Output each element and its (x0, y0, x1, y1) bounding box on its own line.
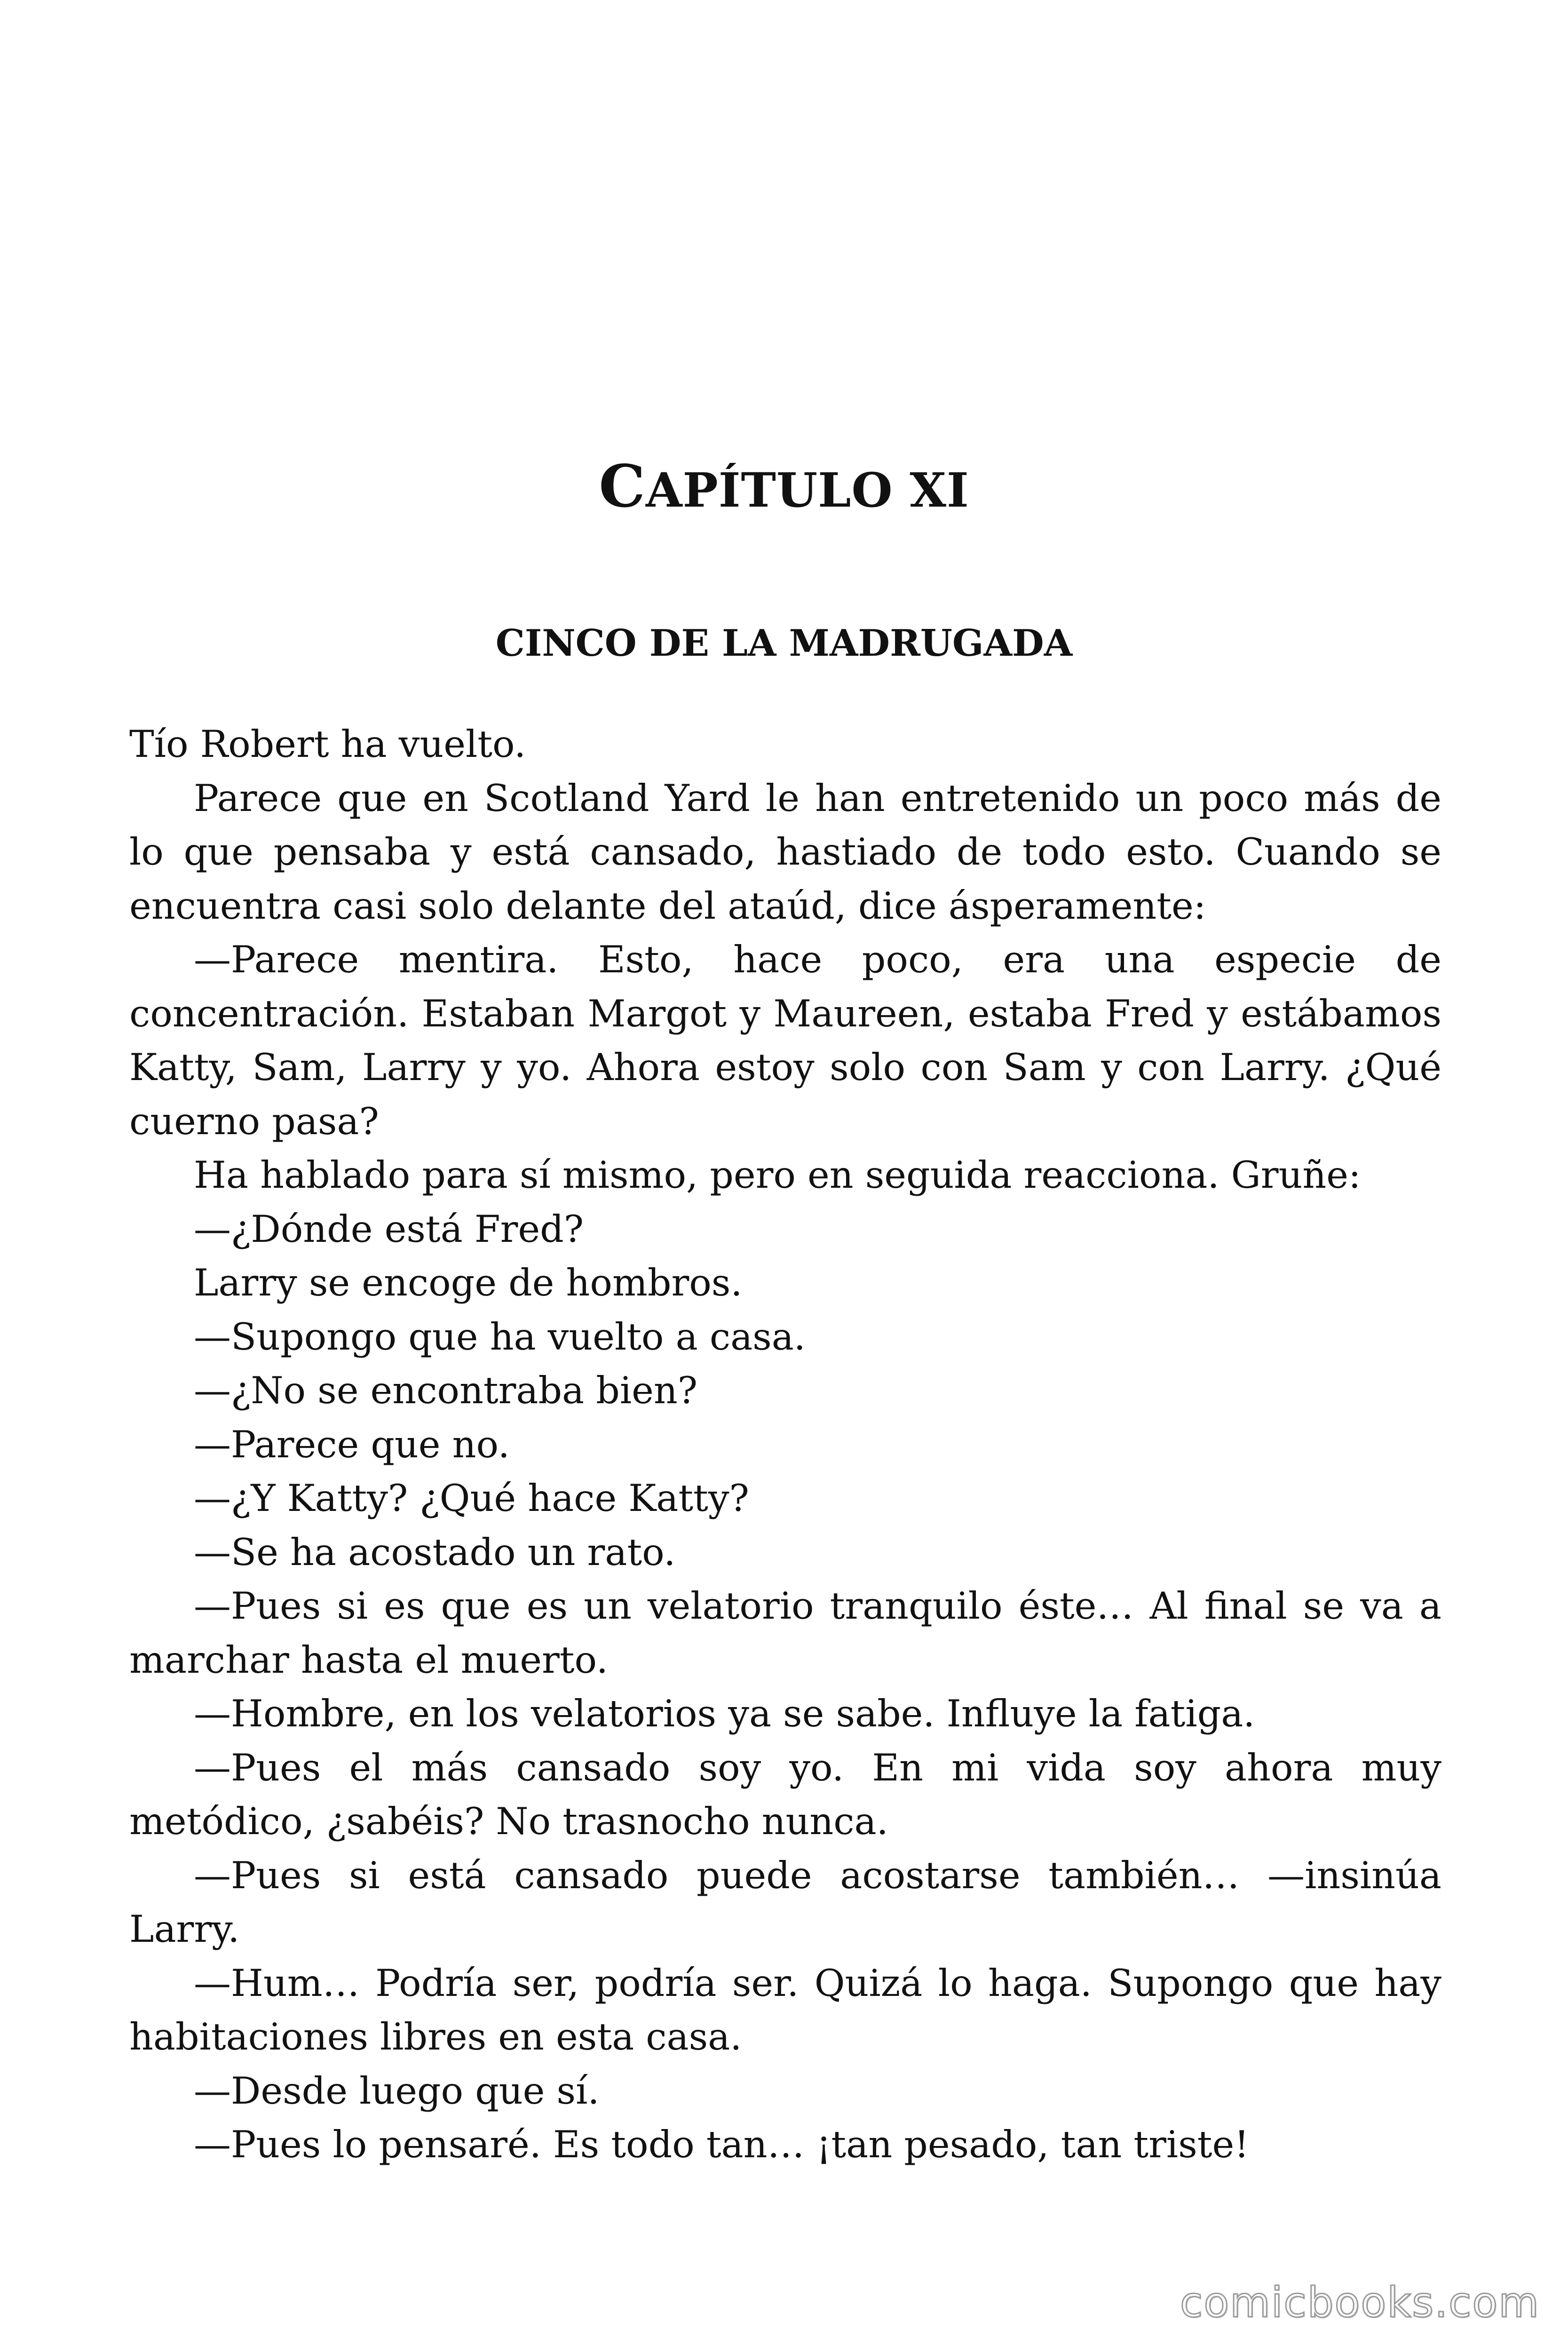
paragraph: —Pues el más cansado soy yo. En mi vida soy ahora muy metódico, ¿sabéis? No trasnocho nunca. (129, 1746, 1441, 1843)
chapter-title (0, 452, 1568, 525)
paragraph: —Pues si está cansado puede acostarse también… —insinúa Larry. (129, 1853, 1441, 1951)
paragraph: —¿Y Katty? ¿Qué hace Katty? (194, 1477, 749, 1520)
paragraph: Parece que en Scotland Yard le han entretenido un poco más de lo que pensaba y está cansado, hastiado de todo esto. Cuando se encuentra casi solo delante del ataúd, dice ásperamente: (129, 776, 1441, 928)
paragraph: —Parece que no. (194, 1422, 510, 1466)
chapter-title-rest: APÍTULO XI (645, 462, 969, 518)
paragraph: —Hombre, en los velatorios ya se sabe. Influye la fatiga. (194, 1692, 1255, 1735)
paragraph: Ha hablado para sí mismo, pero en seguida reacciona. Gruñe: (194, 1153, 1361, 1197)
chapter-body (129, 717, 1441, 2172)
paragraph: —¿Dónde está Fred? (194, 1207, 584, 1251)
paragraph: —¿No se encontraba bien? (194, 1369, 698, 1412)
paragraph: —Pues si es que es un velatorio tranquilo éste… Al final se va a marchar hasta el muerto. (129, 1584, 1441, 1682)
paragraph: Larry se encoge de hombros. (194, 1261, 743, 1304)
chapter-subtitle: CINCO DE LA MADRUGADA (495, 622, 1073, 665)
paragraph: —Parece mentira. Esto, hace poco, era una especie de concentración. Estaban Margot y Maureen, estaba Fred y estábamos Katty, Sam, Larry y yo. Ahora estoy solo con Sam y con Larry. ¿Qué cuerno pasa? (129, 938, 1441, 1143)
chapter-title-initial: C (599, 453, 646, 521)
paragraph: —Desde luego que sí. (194, 2069, 600, 2113)
paragraph: —Pues lo pensaré. Es todo tan… ¡tan pesado, tan triste! (194, 2123, 1249, 2166)
paragraph: Tío Robert ha vuelto. (129, 723, 526, 766)
watermark-logo: comicbooks.com (1180, 2278, 1540, 2327)
paragraph: —Hum… Podría ser, podría ser. Quizá lo haga. Supongo que hay habitaciones libres en esta casa. (129, 1961, 1441, 2058)
paragraph: —Se ha acostado un rato. (194, 1530, 676, 1574)
paragraph: —Supongo que ha vuelto a casa. (194, 1315, 806, 1359)
